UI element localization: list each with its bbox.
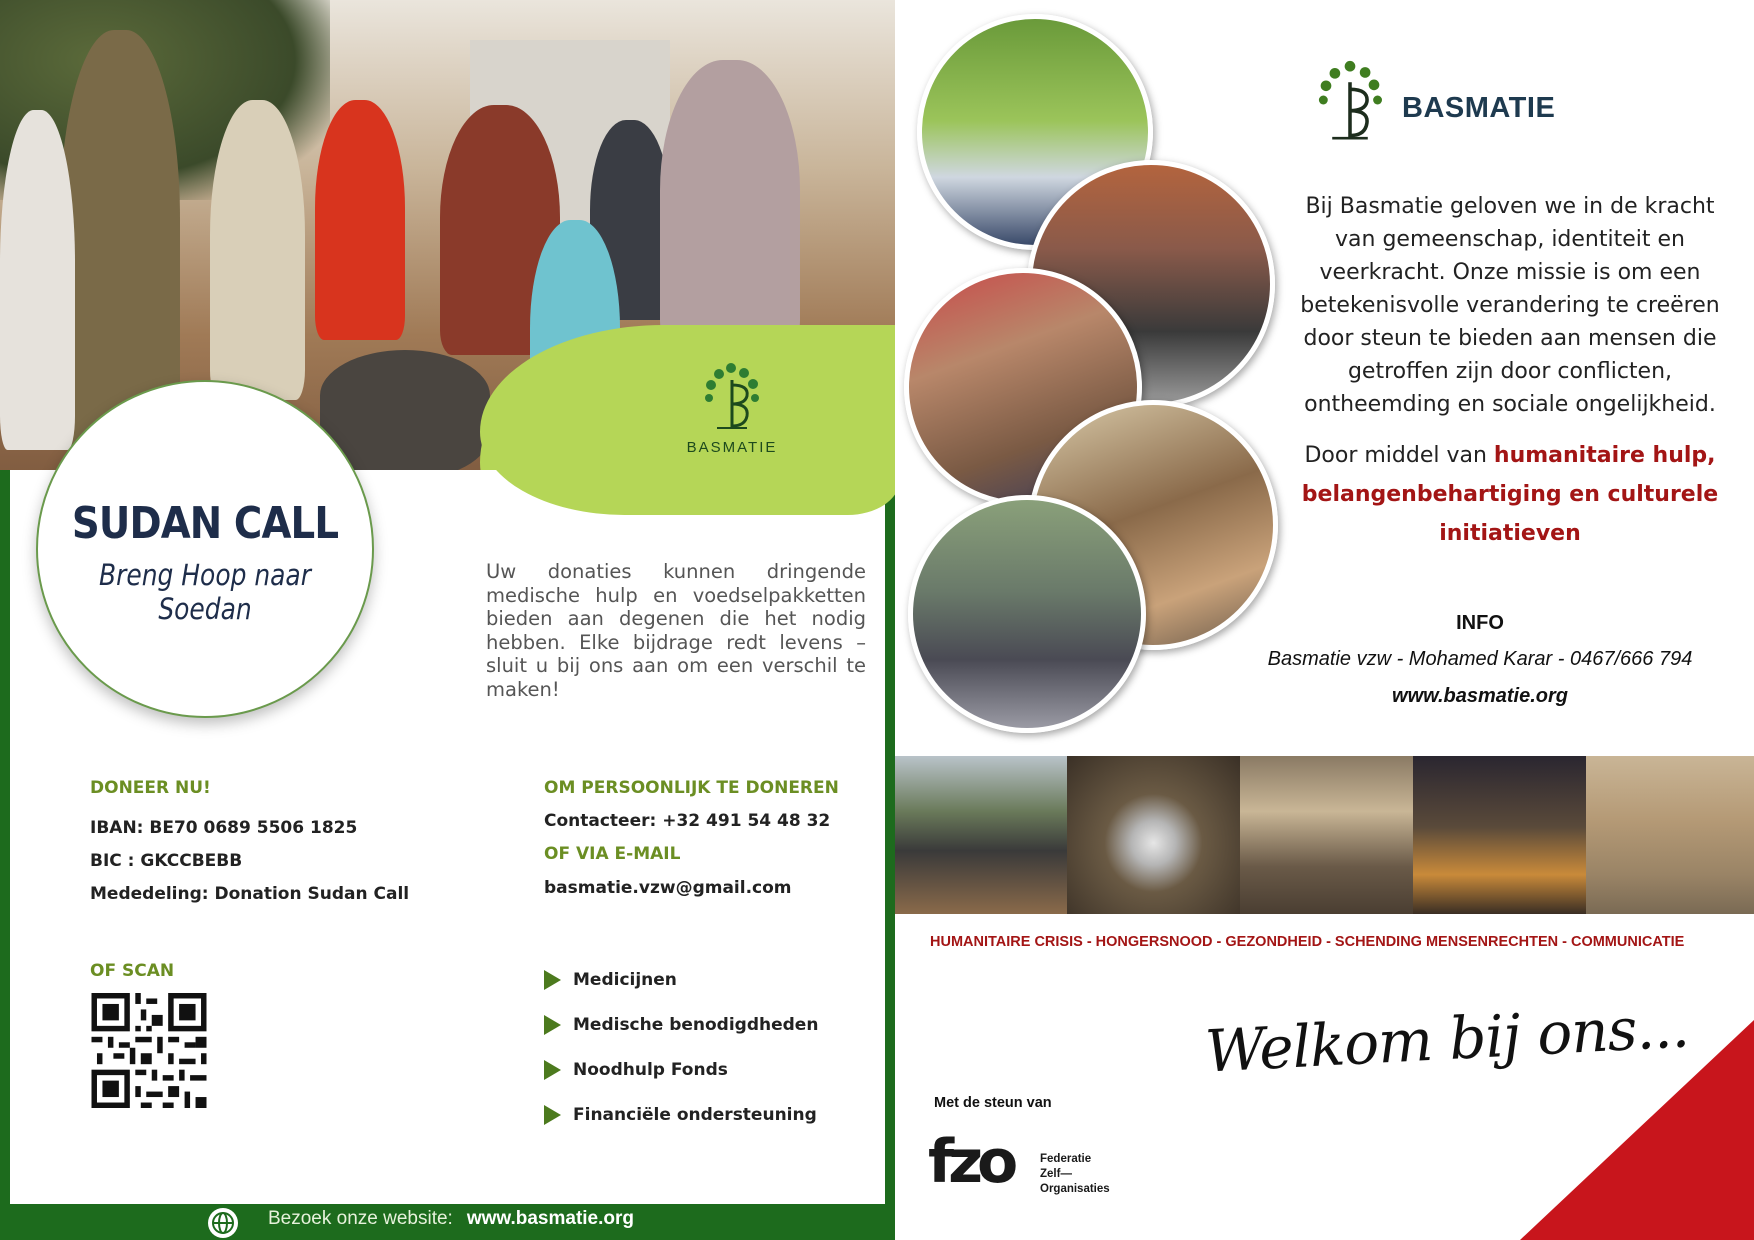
info-heading: INFO: [1456, 612, 1504, 634]
payment-message: Mededeling: Donation Sudan Call: [90, 884, 410, 904]
contact-phone: Contacteer: +32 491 54 48 32: [544, 811, 831, 831]
need-label: Medische benodigdheden: [573, 1015, 819, 1035]
arrow-icon: [544, 970, 561, 990]
brand-name: BASMATIE: [686, 439, 778, 456]
need-item-2: [544, 1015, 818, 1035]
footer-url[interactable]: www.basmatie.org: [466, 1208, 635, 1229]
partner-name-line: Federatie: [1040, 1153, 1092, 1165]
justice-scale-photo: [1413, 756, 1586, 914]
mission-statement: Bij Basmatie geloven we in de kracht van gemeenschap, identiteit en veerkracht. Onze missie is om een betekenisvolle verandering te creëren door steun te bieden aan mensen die getroffen zijn door conflicten, ontheemding en sociale ongelijkheid.: [1300, 194, 1720, 417]
need-label: Medicijnen: [573, 970, 677, 990]
donate-heading: DONEER NU!: [90, 778, 211, 798]
title-circle: [36, 380, 374, 718]
personal-heading: OM PERSOONLIJK TE DONEREN: [544, 778, 839, 798]
red-corner-triangle: [1520, 1020, 1754, 1240]
email-address[interactable]: basmatie.vzw@gmail.com: [544, 878, 792, 898]
damaged-hospital-photo: [1240, 756, 1413, 914]
brand-name: BASMATIE: [1402, 92, 1556, 124]
need-label: Financiële ondersteuning: [573, 1105, 817, 1125]
means-statement: [1300, 436, 1720, 553]
refugee-crowd-photo: [895, 756, 1067, 914]
basmatie-logo: [1310, 52, 1390, 148]
need-item-3: [544, 1060, 728, 1080]
bic: BIC : GKCCBEBB: [90, 851, 243, 871]
aid-distribution-photo: [908, 495, 1146, 733]
globe-icon: [208, 1208, 238, 1238]
need-label: Noodhulp Fonds: [573, 1060, 728, 1080]
fzo-logo: fzo: [928, 1127, 1013, 1197]
flyer-subtitle: Breng Hoop naar Soedan: [99, 558, 311, 626]
arrow-icon: [544, 1060, 561, 1080]
partner-name-line: Organisaties: [1040, 1183, 1110, 1195]
intro-paragraph: Uw donaties kunnen dringende medische hulp en voedselpakketten bieden aan degenen die het nodig hebben. Elke bijdrage redt levens – sluit u bij ons aan om een verschil te maken!: [486, 560, 866, 701]
need-item-1: [544, 970, 677, 990]
need-item-4: [544, 1105, 817, 1125]
arrow-icon: [544, 1015, 561, 1035]
right-border: [885, 470, 895, 1210]
partner-name: [1040, 1152, 1130, 1197]
tree-icon: [697, 360, 767, 432]
footer-text: [268, 1208, 634, 1230]
iban: IBAN: BE70 0689 5506 1825: [90, 818, 358, 838]
partner-name-line: Zelf—: [1040, 1168, 1072, 1180]
footer-label: Bezoek onze website:: [268, 1208, 453, 1229]
topics-line: HUMANITAIRE CRISIS - HONGERSNOOD - GEZONDHEID - SCHENDING MENSENRECHTEN - COMMUNICATIE: [930, 934, 1685, 950]
means-prefix: Door middel van: [1304, 443, 1487, 468]
scan-heading: OF SCAN: [90, 961, 175, 981]
info-website[interactable]: www.basmatie.org: [1392, 685, 1568, 707]
empty-plate-photo: [1067, 756, 1240, 914]
means-highlight: humanitaire hulp, belangenbehartiging en culturele initiatieven: [1301, 443, 1719, 546]
arrow-icon: [544, 1105, 561, 1125]
email-heading: OF VIA E-MAIL: [544, 844, 681, 864]
left-border: [0, 470, 10, 1210]
info-contact: Basmatie vzw - Mohamed Karar - 0467/666 794: [1267, 648, 1693, 670]
basmatie-logo: [686, 360, 778, 456]
support-label: Met de steun van: [934, 1095, 1052, 1111]
welcome-script: Welkom bij ons...: [1203, 992, 1691, 1086]
old-phone-photo: [1586, 756, 1754, 914]
flyer-title: SUDAN CALL: [71, 498, 339, 549]
qr-code[interactable]: [90, 993, 208, 1108]
